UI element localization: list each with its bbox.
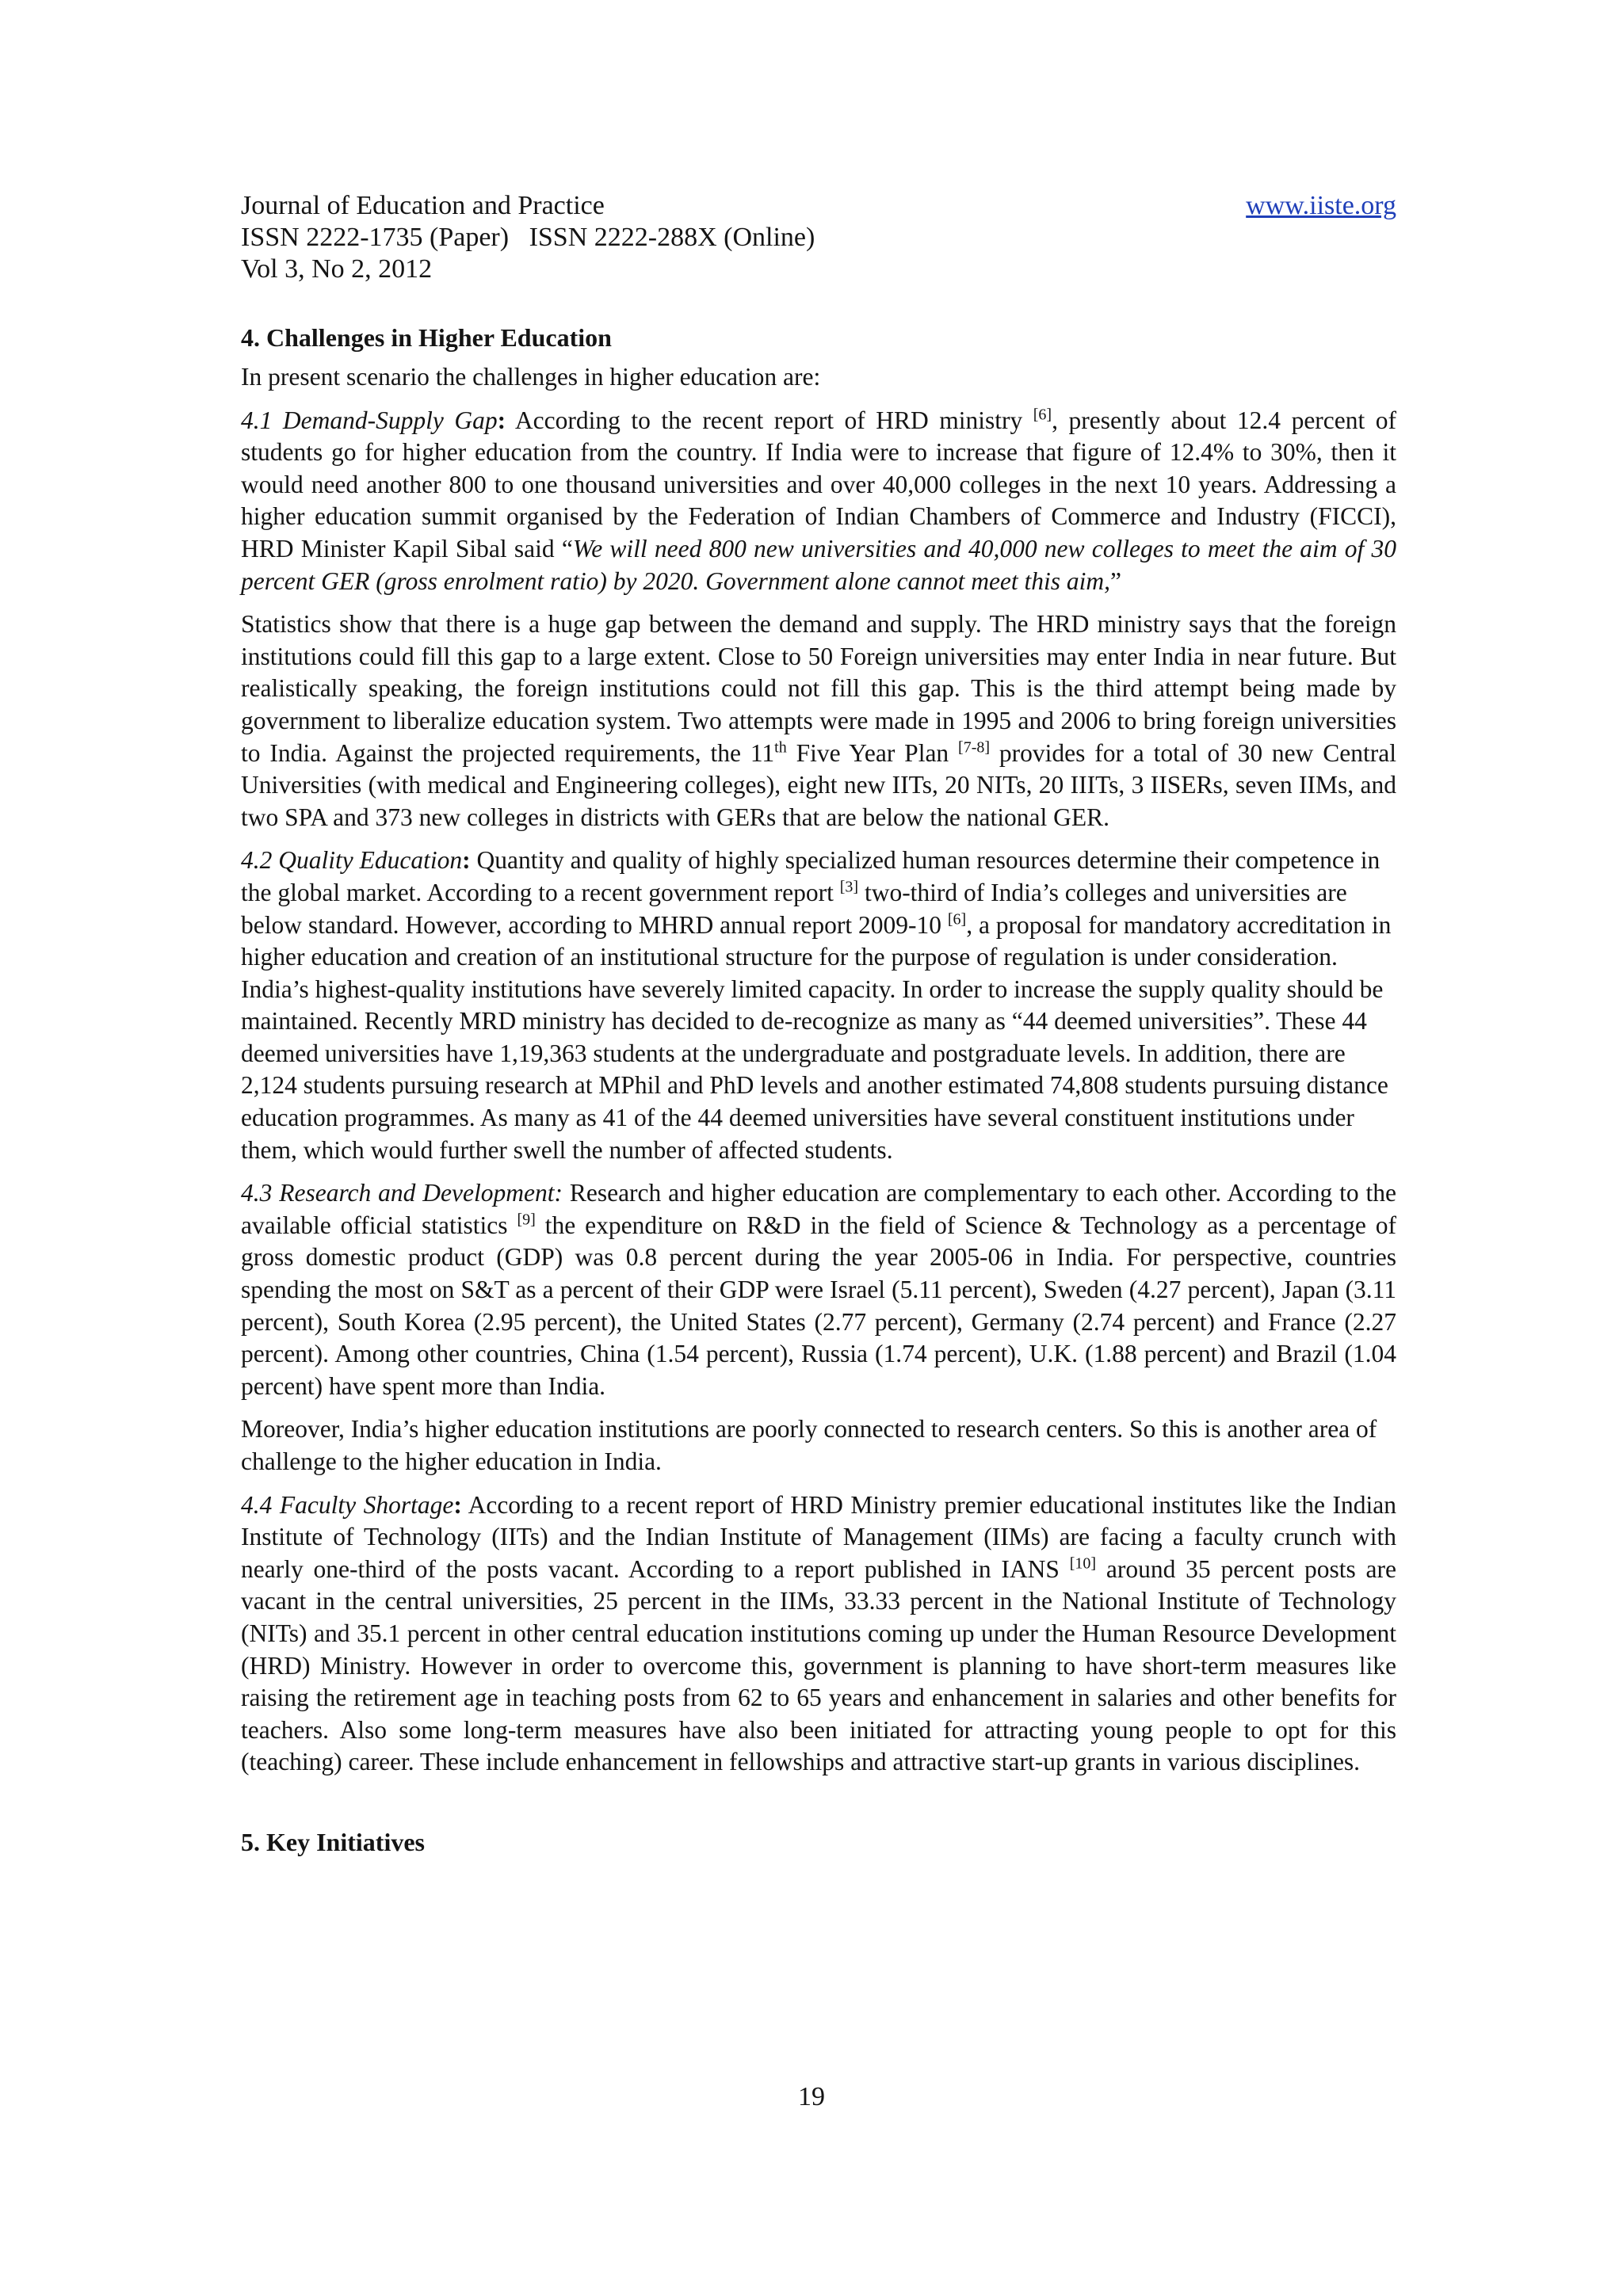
section-4-heading: 4. Challenges in Higher Education — [241, 323, 612, 352]
citation-ref: [9] — [517, 1211, 536, 1229]
page-content — [241, 190, 1396, 1858]
citation-ref: [3] — [839, 878, 859, 896]
citation-ref: [6] — [947, 910, 967, 928]
journal-volume: Vol 3, No 2, 2012 — [241, 254, 433, 284]
section-5-heading: 5. Key Initiatives — [241, 1827, 425, 1856]
citation-ref: [6] — [1033, 406, 1052, 424]
minister-quote: We will need 800 new universities and 40,000 new colleges to meet the aim of 30 percent GER (gross enrolment ratio) by 2020. Government alone cannot meet this aim, — [241, 534, 1397, 595]
citation-ref: [10] — [1069, 1554, 1097, 1573]
journal-issn: ISSN 2222-1735 (Paper) ISSN 2222-288X (Online) — [241, 223, 815, 252]
subsection-4-1-title: 4.1 Demand-Supply Gap — [241, 406, 498, 434]
section-4-intro: In present scenario the challenges in higher education are: — [241, 363, 821, 391]
subsection-4-4-title: 4.4 Faculty Shortage — [241, 1490, 454, 1519]
paragraph-moreover: Moreover, India’s higher education institutions are poorly connected to research centers. So this is another area of challenge to the higher education in India. — [241, 1415, 1377, 1475]
subsection-4-3-title: 4.3 Research and Development: — [241, 1179, 563, 1207]
journal-url-link[interactable]: www.iiste.org — [1246, 191, 1396, 220]
paragraph-4-3-research-development: 4.3 Research and Development: Research and higher education are complementary to each other. According to the available official statistics [9] the expenditure on R&D in the field of Science & Technology as a percentage of gross domestic product (GDP) was 0.8 percent during the year 2005-06 in India. For perspective, countries spending the most on S&T as a percent of their GDP were Israel (5.11 percent), Sweden (4.27 percent), Japan (3.11 percent), South Korea (2.95 percent), the United States (2.77 percent), Germany (2.74 percent) and France (2.27 percent). Among other countries, China (1.54 percent), Russia (1.74 percent), U.K. (1.88 percent) and Brazil (1.04 percent) have spent more than India. — [241, 1179, 1396, 1400]
paragraph-4-1-demand-supply: 4.1 Demand-Supply Gap: According to the recent report of HRD ministry [6], presently about 12.4 percent of students go for higher education from the country. If India were to increase that figure of 12.4% to 30%, then it would need another 800 to one thousand universities and over 40,000 colleges in the next 10 years. Addressing a higher education summit organised by the Federation of Indian Chambers of Commerce and Industry (FICCI), HRD Minister Kapil Sibal said “We will need 800 new universities and 40,000 new colleges to meet the aim of 30 percent GER (gross enrolment ratio) by 2020. Government alone cannot meet this aim,” — [241, 406, 1397, 595]
page-number: 19 — [798, 2082, 825, 2111]
paragraph-4-2-quality-education: 4.2 Quality Education: Quantity and quality of highly specialized human resources determine their competence in the global market. According to a recent government report [3] two-third of India’s colleges and universities are below standard. However, according to MHRD annual report 2009-10 [6], a proposal for mandatory accreditation in higher education and creation of an institutional structure for the purpose of regulation is under consideration. India’s highest-quality institutions have severely limited capacity. In order to increase the supply quality should be maintained. Recently MRD ministry has decided to de-recognize as many as “44 deemed universities”. These 44 deemed universities have 1,19,363 students at the undergraduate and postgraduate levels. In addition, there are 2,124 students pursuing research at MPhil and PhD levels and another estimated 74,808 students pursuing distance education programmes. As many as 41 of the 44 deemed universities have several constituent institutions under them, which would further swell the number of affected students. — [241, 846, 1392, 1164]
paragraph-4-4-faculty-shortage: 4.4 Faculty Shortage: According to a recent report of HRD Ministry premier educational institutes like the Indian Institute of Technology (IITs) and the Indian Institute of Management (IIMs) are facing a faculty crunch with nearly one-third of the posts vacant. According to a report published in IANS [10] around 35 percent posts are vacant in the central universities, 25 percent in the IIMs, 33.33 percent in the National Institute of Technology (NITs) and 35.1 percent in other central education institutions coming up under the Human Resource Development (HRD) Ministry. However in order to overcome this, government is planning to have short-term measures like raising the retirement age in teaching posts from 62 to 65 years and enhancement in salaries and other benefits for teachers. Also some long-term measures have also been initiated for attracting young people to opt for this (teaching) career. These include enhancement in fellowships and attractive start-up grants in various disciplines. — [241, 1490, 1396, 1776]
journal-header — [241, 190, 1396, 285]
citation-ref: [7-8] — [958, 738, 991, 757]
subsection-4-2-title: 4.2 Quality Education — [241, 846, 463, 875]
journal-title: Journal of Education and Practice — [241, 191, 605, 220]
paragraph-statistics: Statistics show that there is a huge gap between the demand and supply. The HRD ministry says that the foreign institutions could fill this gap to a large extent. Close to 50 Foreign universities may enter India in near future. But realistically speaking, the foreign institutions could not fill this gap. This is the third attempt being made by government to liberalize education system. Two attempts were made in 1995 and 2006 to bring foreign universities to India. Against the projected requirements, the 11th Five Year Plan [7-8] provides for a total of 30 new Central Universities (with medical and Engineering colleges), eight new IITs, 20 NITs, 20 IIITs, 3 IISERs, seven IIMs, and two SPA and 373 new colleges in districts with GERs that are below the national GER. — [241, 610, 1396, 831]
